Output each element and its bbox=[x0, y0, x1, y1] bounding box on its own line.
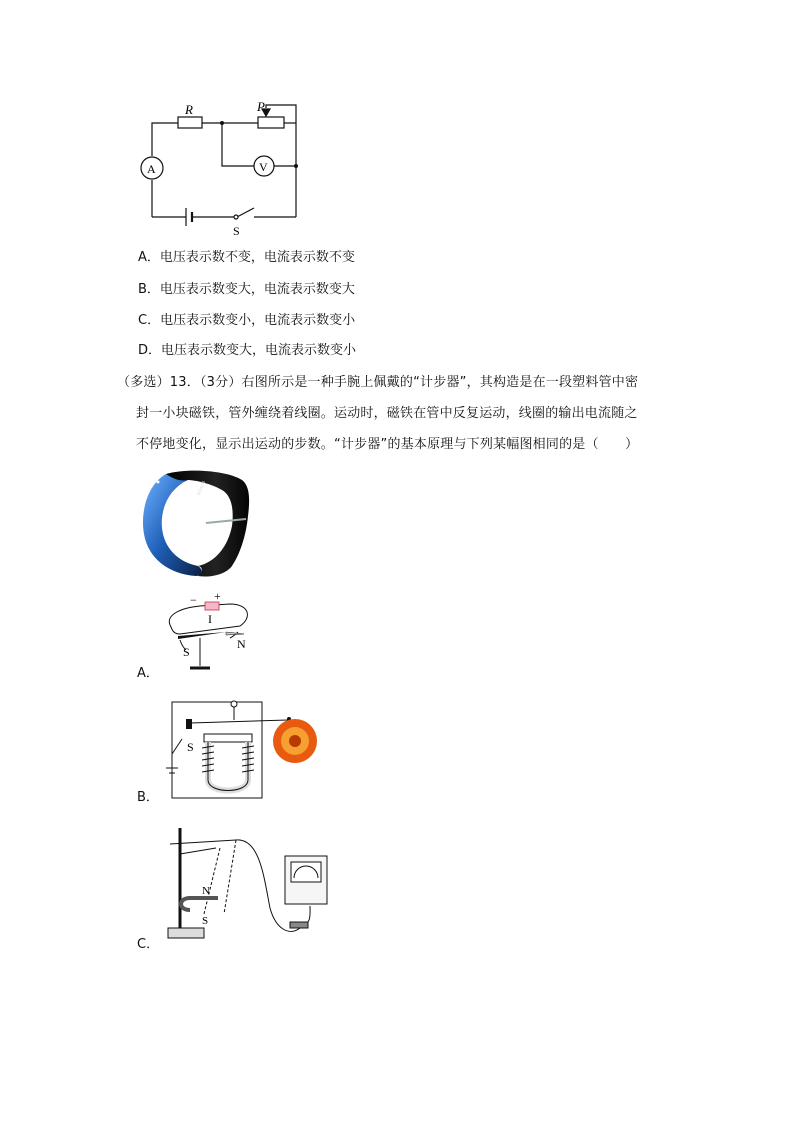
option-c bbox=[138, 313, 355, 329]
option-letter: B． bbox=[138, 282, 160, 297]
figure-c-s-label: S bbox=[202, 915, 209, 927]
figure-b-letter: B． bbox=[137, 790, 159, 805]
option-letter: D． bbox=[138, 343, 162, 358]
question-13-line-3: 不停地变化，显示出运动的步数。“计步器”的基本原理与下列某幅图相同的是（ ） bbox=[136, 437, 639, 452]
figure-a-plus: + bbox=[214, 590, 221, 603]
option-text: 电压表示数变大，电流表示数变大 bbox=[159, 282, 355, 297]
figure-b-switch-label: S bbox=[187, 740, 194, 754]
option-letter: A． bbox=[138, 250, 160, 265]
figure-a-letter: A． bbox=[137, 666, 159, 681]
question-13-line-2: 封一小块磁铁，管外缠绕着线圈。运动时，磁铁在管中反复运动，线圈的输出电流随之 bbox=[136, 406, 638, 421]
option-letter: C． bbox=[138, 313, 161, 328]
option-b bbox=[138, 282, 355, 298]
resistor-label: R bbox=[185, 102, 193, 117]
voltmeter-label: V bbox=[259, 160, 268, 174]
option-text: 电压表示数变小，电流表示数变小 bbox=[160, 313, 356, 328]
figure-a-current-label: I bbox=[208, 612, 212, 626]
figure-c-letter: C． bbox=[137, 937, 160, 952]
pedometer-wristband-image bbox=[136, 466, 256, 581]
figure-a-s-label: S bbox=[183, 645, 190, 659]
figure-c-n-label: N bbox=[202, 885, 210, 897]
question-13-line-1: （多选）13．（3分）右图所示是一种手腕上佩戴的“计步器”，其构造是在一段塑料管中密 bbox=[117, 375, 639, 390]
figure-a-oersted bbox=[160, 590, 270, 680]
figure-c-induction-apparatus bbox=[160, 818, 340, 948]
circuit-diagram-q12 bbox=[130, 95, 320, 240]
switch-label: S bbox=[233, 224, 240, 238]
option-text: 电压表示数变大，电流表示数变小 bbox=[161, 343, 357, 358]
svg-text:Watch: Watch bbox=[196, 480, 208, 497]
ammeter-label: A bbox=[147, 162, 156, 176]
option-d bbox=[138, 343, 356, 359]
figure-b-electric-bell bbox=[160, 694, 330, 804]
option-a bbox=[138, 250, 355, 266]
slider-label: P bbox=[257, 99, 265, 114]
figure-a-n-label: N bbox=[237, 637, 246, 651]
figure-a-minus: − bbox=[190, 593, 197, 607]
option-text: 电压表示数不变，电流表示数不变 bbox=[159, 250, 355, 265]
